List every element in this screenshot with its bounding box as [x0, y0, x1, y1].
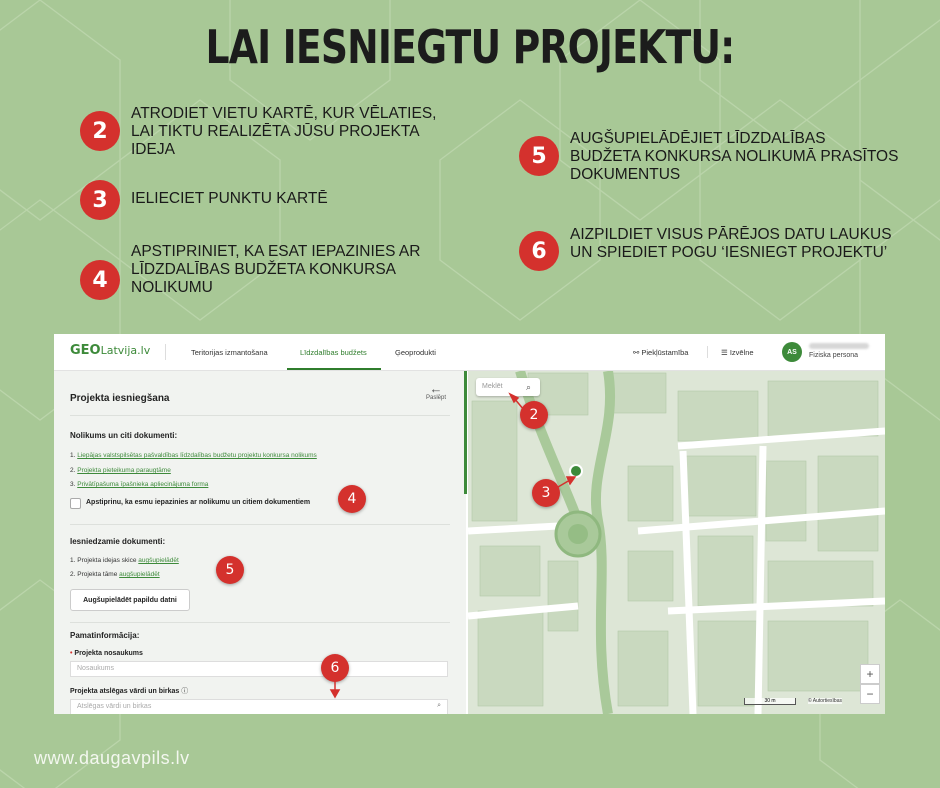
docs-heading: Nolikums un citi dokumenti:	[70, 431, 178, 440]
doc-link-1[interactable]: 1. Liepājas valstspilsētas pašvaldības līdzdalības budžetu projektu konkursa nolikums	[70, 452, 317, 459]
submit-doc-2: 2. Projekta tāme augšupielādēt	[70, 571, 160, 578]
geolatvija-logo[interactable]: GEOLatvija.lv	[70, 343, 151, 358]
step-text-3: IELIECIET PUNKTU KARTĒ	[131, 190, 328, 207]
overlay-badge-6: 6	[321, 654, 349, 682]
project-name-input[interactable]: Nosaukums	[70, 661, 448, 677]
doc-link-2[interactable]: 2. Projekta pieteikuma paraugtāme	[70, 467, 171, 474]
hide-panel-button[interactable]: ← Paslēpt	[426, 381, 447, 401]
menu-button[interactable]: ☰ Izvēlne	[721, 348, 754, 357]
map-attribution[interactable]: © Autortiesības	[808, 698, 842, 704]
tags-label: Projekta atslēgas vārdi un birkas ⓘ	[70, 688, 189, 695]
info-icon: ⓘ	[181, 688, 189, 695]
step-badge-2: 2	[80, 111, 120, 151]
nav-item-territory[interactable]: Teritorijas izmantošana	[191, 348, 268, 357]
confirm-checkbox-label: Apstiprinu, ka esmu iepazinies ar nolikumu un citiem dokumentiem	[86, 499, 311, 506]
map-scale-bar: 30 m	[744, 698, 796, 705]
glasses-icon: ⚯	[633, 348, 642, 357]
page-title: LAI IESNIEGTU PROJEKTU:	[205, 20, 735, 74]
nav-item-budget[interactable]: Līdzdalības budžets	[300, 348, 367, 357]
upload-additional-file-button[interactable]: Augšupielādēt papildu datni	[70, 589, 190, 611]
zoom-out-button[interactable]: −	[860, 684, 880, 704]
overlay-badge-5: 5	[216, 556, 244, 584]
search-icon: ⌕	[437, 702, 441, 709]
doc-link-3[interactable]: 3. Privātīpašuma īpašnieka apliecinājuma forma	[70, 481, 209, 488]
nav-item-geoproducts[interactable]: Ģeoprodukti	[395, 348, 436, 357]
step-text-6: AIZPILDIET VISUS PĀRĒJOS DATU LAUKUS UN SPIEDIET POGU ‘IESNIEGT PROJEKTU’	[570, 226, 892, 261]
submit-doc-1: 1. Projekta idejas skice augšupielādēt	[70, 557, 179, 564]
avatar[interactable]: AS	[782, 342, 802, 362]
basic-info-heading: Pamatinformācija:	[70, 631, 140, 640]
user-type: Fiziska persona	[809, 352, 859, 359]
project-name-label: • Projekta nosaukums	[70, 650, 143, 657]
pointer-arrows	[54, 334, 885, 714]
step-text-5: AUGŠUPIELĀDĒJIET LĪDZDALĪBAS BUDŽETA KONKURSA NOLIKUMĀ PRASĪTOS DOKUMENTUS	[570, 130, 899, 183]
upload-link-estimate[interactable]: augšupielādēt	[119, 571, 160, 578]
map-search-input[interactable]: Meklēt	[476, 378, 540, 396]
step-badge-3: 3	[80, 180, 120, 220]
panel-title: Projekta iesniegšana	[70, 393, 170, 404]
step-badge-6: 6	[519, 231, 559, 271]
footer-website: www.daugavpils.lv	[34, 748, 190, 768]
hamburger-icon: ☰	[721, 348, 730, 357]
overlay-badge-2: 2	[520, 401, 548, 429]
app-screenshot	[54, 334, 885, 714]
step-text-4: APSTIPRINIET, KA ESAT IEPAZINIES AR LĪDZDALĪBAS BUDŽETA KONKURSA NOLIKUMU	[131, 243, 421, 296]
accessibility-button[interactable]: ⚯ Piekļūstamība	[633, 348, 689, 357]
step-badge-5: 5	[519, 136, 559, 176]
upload-link-sketch[interactable]: augšupielādēt	[138, 557, 179, 564]
step-text-2: ATRODIET VIETU KARTĒ, KUR VĒLATIES, LAI TIKTU REALIZĒTA JŪSU PROJEKTA IDEJA	[131, 105, 437, 158]
submit-docs-heading: Iesniedzamie dokumenti:	[70, 537, 166, 546]
overlay-badge-3: 3	[532, 479, 560, 507]
tags-input[interactable]: Atslēgas vārdi un birkas ⌕	[70, 699, 448, 714]
overlay-badge-4: 4	[338, 485, 366, 513]
zoom-in-button[interactable]: +	[860, 664, 880, 684]
arrow-left-icon: ←	[429, 381, 443, 396]
step-badge-4: 4	[80, 260, 120, 300]
map-search-icon[interactable]: ⌕	[526, 382, 532, 392]
